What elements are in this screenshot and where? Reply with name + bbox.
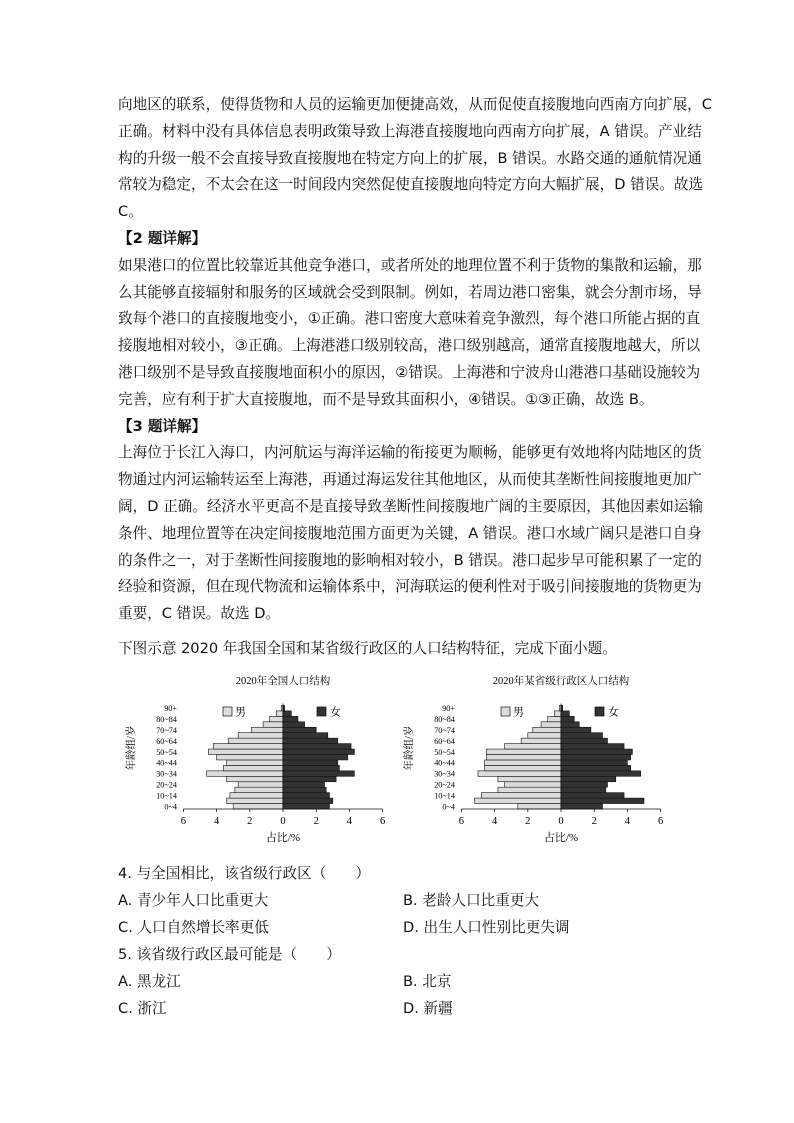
age-tick-label: 30~34 <box>156 769 177 779</box>
female-bar <box>561 716 574 721</box>
female-bar <box>561 760 627 765</box>
legend-male-label: 男 <box>513 706 524 719</box>
female-bar <box>561 711 569 716</box>
male-bar <box>213 744 283 749</box>
age-tick-label: 20~24 <box>156 780 177 790</box>
x-tick-label: 6 <box>458 816 465 827</box>
male-bar <box>207 771 283 776</box>
age-tick-label: 40~44 <box>434 758 455 768</box>
male-bar <box>228 738 283 743</box>
female-bar <box>561 804 603 809</box>
female-bar <box>561 765 631 770</box>
male-bar <box>233 804 283 809</box>
option-row <box>118 995 678 1022</box>
age-tick-label: 60~64 <box>434 736 455 746</box>
national-population-pyramid <box>120 666 410 856</box>
age-tick-label: 10~14 <box>434 791 455 801</box>
x-tick-label: 6 <box>379 816 386 827</box>
age-tick-label: 80~84 <box>434 715 455 725</box>
paragraph-line: 完善，应有利于扩大直接腹地，而不是导致其面积小，④错误。①③正确，故选 B。 <box>118 390 654 408</box>
paragraph-line: 经验和资源，但在现代物流和运输体系中，河海联运的便利性对于吸引间接腹地的货物更为 <box>118 578 702 596</box>
female-bar <box>561 776 616 781</box>
chart-title: 2020年全国人口结构 <box>235 676 331 687</box>
male-bar <box>208 749 283 754</box>
chart-title: 2020年某省级行政区人口结构 <box>492 676 630 687</box>
paragraph-line: 上海位于长江入海口，内河航运与海洋运输的衔接更为顺畅，能够更有效地将内陆地区的货 <box>118 444 702 462</box>
x-tick-label: 4 <box>346 816 353 827</box>
female-bar <box>283 787 326 792</box>
chart-intro <box>118 636 678 663</box>
paragraph-line: C。 <box>118 203 143 221</box>
male-bar <box>541 722 561 727</box>
male-bar <box>235 787 283 792</box>
paragraph-line: 向地区的联系，使得货物和人员的运输更加便捷高效，从而促使直接腹地向西南方向扩展，C <box>118 96 712 113</box>
age-tick-label: 70~74 <box>156 725 177 735</box>
female-bar <box>283 765 339 770</box>
paragraph-line: 港口级别不是导致直接腹地面积小的原因，②错误。上海港和宁波舟山港港口基础设施较为 <box>118 363 701 381</box>
female-bar <box>283 782 325 787</box>
intro-line: 下图示意 2020 年我国全国和某省级行政区的人口结构特征，完成下面小题。 <box>118 640 617 657</box>
answer-option[interactable]: C. 浙江 <box>118 1000 167 1017</box>
male-bar <box>498 787 561 792</box>
x-tick-label: 2 <box>591 816 597 827</box>
female-bar <box>561 798 644 803</box>
legend-female-swatch <box>595 707 604 716</box>
option-row <box>118 968 678 995</box>
female-bar <box>561 727 591 732</box>
age-tick-label: 50~54 <box>156 747 177 757</box>
male-bar <box>238 782 283 787</box>
female-bar <box>283 798 333 803</box>
x-axis-label: 占比/% <box>265 832 301 844</box>
x-tick-label: 2 <box>525 816 531 827</box>
male-bar <box>227 798 283 803</box>
age-tick-label: 50~54 <box>434 747 455 757</box>
male-bar <box>518 804 561 809</box>
answer-option[interactable]: A. 青少年人口比重更大 <box>118 892 269 909</box>
x-tick-label: 4 <box>491 816 498 827</box>
male-bar <box>505 744 561 749</box>
male-bar <box>251 727 283 732</box>
male-bar <box>238 733 283 738</box>
male-bar <box>485 765 561 770</box>
age-tick-label: 90+ <box>164 704 177 714</box>
x-tick-label: 6 <box>657 816 664 827</box>
answer-option[interactable]: A. 黑龙江 <box>118 973 181 990</box>
male-bar <box>554 711 561 716</box>
paragraph-line: 阔，D 正确。经济水平更高不是直接导致垄断性间接腹地广阔的主要原因，其他因素如运输 <box>118 497 704 515</box>
female-bar <box>283 755 348 760</box>
x-tick-label: 0 <box>280 816 286 827</box>
legend-male-swatch <box>501 707 510 716</box>
paragraph-line: 构的升级一般不会直接导致直接腹地在特定方向上的扩展，B 错误。水路交通的通航情况通 <box>118 149 702 167</box>
female-bar <box>283 793 329 798</box>
section-heading: 【3 题详解】 <box>118 417 207 435</box>
male-bar <box>223 765 283 770</box>
age-tick-label: 40~44 <box>156 758 177 768</box>
male-bar <box>227 776 283 781</box>
female-bar <box>561 733 603 738</box>
male-bar <box>485 760 561 765</box>
paragraph-line: 致每个港口的直接腹地变小，①正确。港口密度大意味着竞争激烈，每个港口所能占据的直 <box>118 310 701 328</box>
female-bar <box>561 722 579 727</box>
answer-option[interactable]: B. 北京 <box>403 973 452 990</box>
explanation-text <box>118 92 712 628</box>
female-bar <box>561 782 607 787</box>
option-row <box>118 887 678 914</box>
x-tick-label: 4 <box>213 816 220 827</box>
female-bar <box>283 711 291 716</box>
female-bar <box>561 744 624 749</box>
age-tick-label: 20~24 <box>434 780 455 790</box>
x-tick-label: 4 <box>624 816 631 827</box>
paragraph-line: 么其能够直接辐射和服务的区域就会受到限制。例如，若周边港口密集，就会分割市场，导 <box>118 283 702 301</box>
male-bar <box>270 716 283 721</box>
female-bar <box>283 804 329 809</box>
age-tick-label: 10~14 <box>156 791 177 801</box>
age-tick-label: 0~4 <box>442 802 455 812</box>
paragraph-line: 重要，C 错误。故选 D。 <box>118 605 281 623</box>
paragraph-line: 条件、地理位置等在决定间接腹地范围方面更为关键，A 错误。港口水域广阔只是港口自身 <box>118 524 702 542</box>
option-row <box>118 914 678 941</box>
female-bar <box>283 760 338 765</box>
answer-option[interactable]: D. 新疆 <box>403 1000 453 1017</box>
male-bar <box>217 755 283 760</box>
answer-option[interactable]: D. 出生人口性别比更失调 <box>403 919 570 936</box>
female-bar <box>561 771 641 776</box>
paragraph-line: 接腹地相对较小，③正确。上海港港口级别较高，港口级别越高，通常直接腹地越大，所以 <box>118 337 701 355</box>
male-bar <box>263 722 283 727</box>
paragraph-line: 如果港口的位置比较靠近其他竞争港口，或者所处的地理位置不利于货物的集散和运输，那 <box>118 256 702 274</box>
female-bar <box>283 722 305 727</box>
legend-female-label: 女 <box>608 706 619 719</box>
female-bar <box>561 787 606 792</box>
age-tick-label: 80~84 <box>156 715 177 725</box>
male-bar <box>230 793 283 798</box>
female-bar <box>283 749 354 754</box>
female-bar <box>283 733 328 738</box>
x-axis-label: 占比/% <box>543 832 579 844</box>
male-bar <box>528 733 561 738</box>
male-bar <box>498 776 561 781</box>
male-bar <box>276 711 283 716</box>
female-bar <box>561 755 631 760</box>
legend-female-label: 女 <box>330 706 341 719</box>
y-axis-label: 年龄组/岁 <box>126 725 137 771</box>
section-heading: 【2 题详解】 <box>118 229 207 247</box>
paragraph-line: 常较为稳定，不太会在这一时间段内突然促使直接腹地向特定方向大幅扩展，D 错误。故选 <box>118 176 704 194</box>
legend-male-label: 男 <box>235 706 246 719</box>
question-stem: 4. 与全国相比，该省级行政区（ ） <box>118 865 371 882</box>
male-bar <box>481 793 561 798</box>
legend-male-swatch <box>223 707 232 716</box>
male-bar <box>505 782 561 787</box>
age-tick-label: 90+ <box>442 704 455 714</box>
female-bar <box>283 744 351 749</box>
female-bar <box>283 771 354 776</box>
question-stem: 5. 该省级行政区最可能是（ ） <box>118 946 341 963</box>
male-bar <box>548 716 561 721</box>
male-bar <box>475 798 561 803</box>
x-tick-label: 2 <box>313 816 319 827</box>
x-tick-label: 0 <box>558 816 564 827</box>
female-bar <box>561 793 624 798</box>
female-bar <box>283 738 338 743</box>
age-tick-label: 30~34 <box>434 769 455 779</box>
male-bar <box>486 755 561 760</box>
answer-option[interactable]: C. 人口自然增长率更低 <box>118 919 269 936</box>
paragraph-line: 正确。材料中没有具体信息表明政策导致上海港直接腹地向西南方向扩展，A 错误。产业结 <box>118 122 702 140</box>
y-axis-label: 年龄组/岁 <box>404 725 415 771</box>
paragraph-line: 的条件之一，对于垄断性间接腹地的影响相对较小，B 错误。港口起步早可能积累了一定的 <box>118 551 702 569</box>
male-bar <box>486 749 561 754</box>
age-tick-label: 60~64 <box>156 736 177 746</box>
female-bar <box>283 776 336 781</box>
female-bar <box>561 738 607 743</box>
age-tick-label: 70~74 <box>434 725 455 735</box>
paragraph-line: 物通过内河运输转运至上海港，再通过海运发往其他地区，从而使其垄断性间接腹地更加广 <box>118 471 702 489</box>
female-bar <box>283 727 316 732</box>
male-bar <box>478 771 561 776</box>
age-tick-label: 0~4 <box>164 802 177 812</box>
male-bar <box>521 738 561 743</box>
answer-option[interactable]: B. 老龄人口比重更大 <box>403 892 540 909</box>
female-bar <box>561 749 632 754</box>
female-bar <box>283 716 298 721</box>
legend-female-swatch <box>317 707 326 716</box>
male-bar <box>533 727 561 732</box>
x-tick-label: 6 <box>180 816 187 827</box>
province-population-pyramid <box>398 666 688 856</box>
questions <box>118 860 678 1022</box>
male-bar <box>227 760 283 765</box>
x-tick-label: 2 <box>247 816 253 827</box>
